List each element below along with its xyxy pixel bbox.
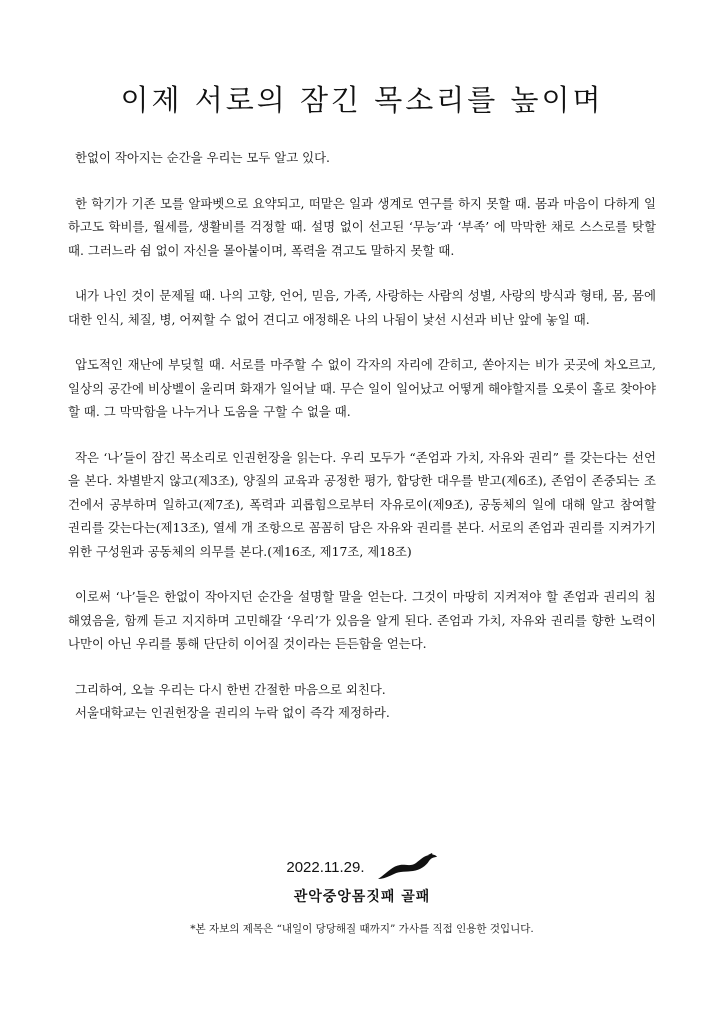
paragraph-disaster: 압도적인 재난에 부딪힐 때. 서로를 마주할 수 없이 각자의 자리에 갇히고, 쏟아지는 비가 곳곳에 차오르고, 일상의 공간에 비상벨이 울리며 화재가 일어날 때. 무슨 일이 일어났고 어떻게 해야할지를 오롯이 홀로 찾아야 할 때. 그 막막함을 나누거나 도움을 구할 수 없을 때. xyxy=(68,357,656,419)
signature-block xyxy=(0,852,724,906)
document-body xyxy=(68,146,656,725)
paragraph-intro: 한없이 작아지는 순간을 우리는 모두 알고 있다. xyxy=(75,150,330,165)
paragraph-identity: 내가 나인 것이 문제될 때. 나의 고향, 언어, 믿음, 가족, 사랑하는 사람의 성별, 사랑의 방식과 형태, 몸, 몸에 대한 인식, 체질, 병, 어찌할 수 없어 견디고 애정해온 나의 나됨이 낯선 시선과 비난 앞에 놓일 때. xyxy=(68,288,656,327)
document-date: 2022.11.29. xyxy=(286,858,365,876)
closing-line-2: 서울대학교는 인권헌장을 권리의 누락 없이 즉각 제정하라. xyxy=(75,705,390,720)
organization-name: 관악중앙몸짓패 골패 xyxy=(293,889,431,905)
closing-line-1: 그리하여, 오늘 우리는 다시 한번 간절한 마음으로 외친다. xyxy=(75,681,386,697)
paragraph-solidarity: 이로써 ‘나’들은 한없이 작아지던 순간을 설명할 말을 얻는다. 그것이 마땅히 지켜져야 할 존엄과 권리의 침해였음을, 함께 듣고 지지하며 고민해갈 ‘우리’가 있음을 알게 된다. 존엄과 가치, 자유와 권리를 향한 노력이 나만이 아닌 우리를 통해 단단히 이어질 것이라는 든든함을 얻는다. xyxy=(68,589,656,651)
document-title: 이제 서로의 잠긴 목소리를 높이며 xyxy=(120,83,604,117)
paragraph-study: 한 학기가 기존 모를 알파벳으로 요약되고, 떠맡은 일과 생계로 연구를 하지 못할 때. 몸과 마음이 다하게 일하고도 학비를, 월세를, 생활비를 걱정할 때. 설명 없이 선고된 ‘무능’과 ‘부족’ 에 막막한 채로 스스로를 탓할 때. 그러느라 쉼 없이 자신을 몰아붙이며, 폭력을 겪고도 말하지 못할 때. xyxy=(68,195,656,258)
footnote: *본 자보의 제목은 “내일이 당당해질 때까지” 가사를 직접 인용한 것입니다. xyxy=(190,923,534,935)
paragraph-charter: 작은 ‘나’들이 잠긴 목소리로 인권헌장을 읽는다. 우리 모두가 “존엄과 가치, 자유와 권리” 를 갖는다는 선언을 본다. 차별받지 않고(제3조), 양질의 교육과 공정한 평가, 합당한 대우를 받고(제6조), 존엄이 존중되는 조건에서 공부하며 일하고(제7조), 폭력과 괴롭힘으로부터 자유로이(제9조), 공동체의 일에 대해 알고 참여할 권리를 갖는다는(제13조), 열세 개 조항으로 꼼꼼히 담은 자유와 권리를 본다. 서로의 존엄과 권리를 지켜가기 위한 구성원과 공동체의 의무를 본다.(제16조, 제17조, 제18조) xyxy=(68,449,656,559)
bird-logo-icon xyxy=(376,852,438,882)
